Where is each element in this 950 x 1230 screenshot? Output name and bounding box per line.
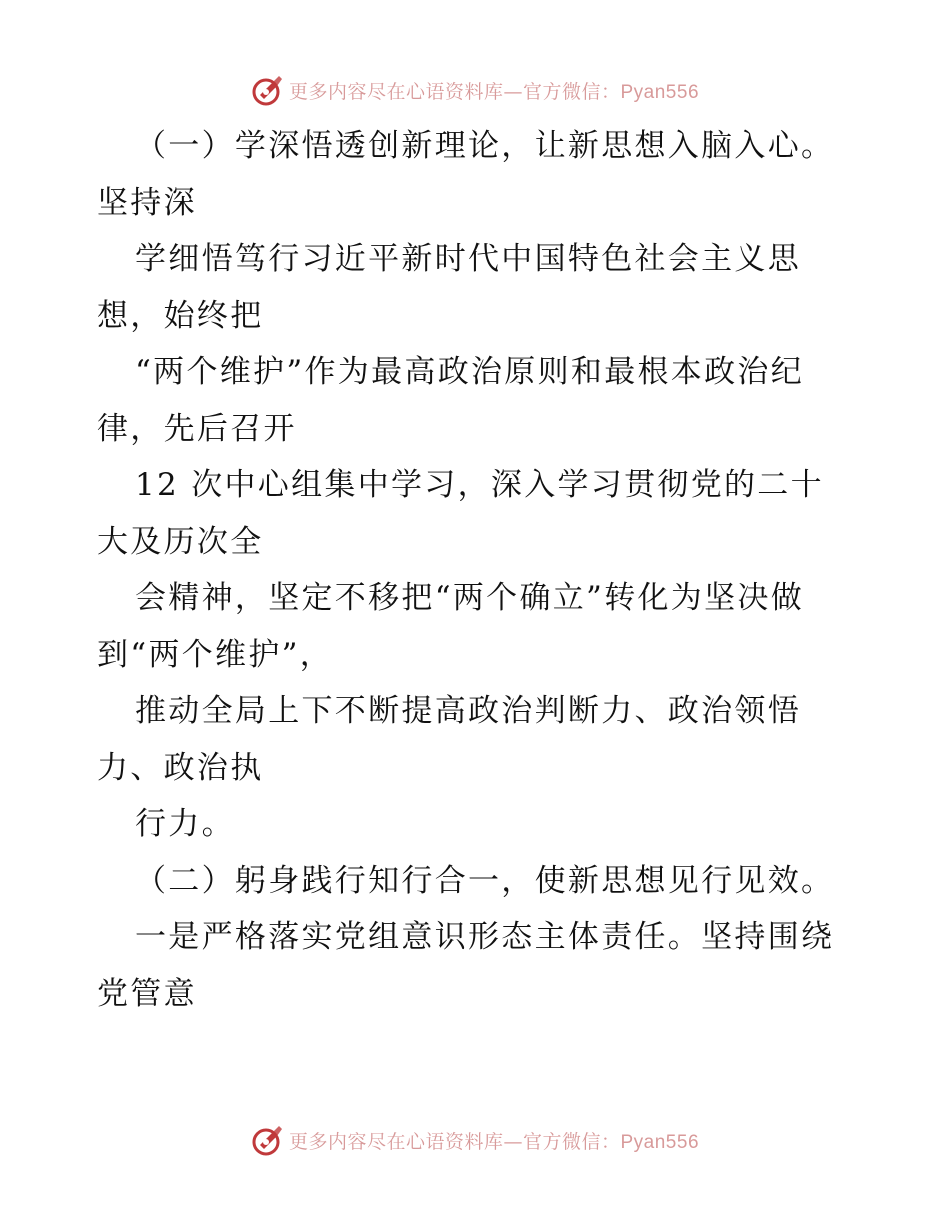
watermark-separator: —: [503, 80, 523, 103]
text-line: 坚持深: [97, 184, 197, 221]
watermark-wechat-id: Pyan556: [620, 1131, 700, 1153]
text-line: 学细悟笃行习近平新时代中国特色社会主义思: [135, 241, 801, 277]
text-line: 律，先后召开: [97, 410, 297, 447]
watermark-separator: —: [503, 1130, 523, 1153]
watermark-brand: 更多内容尽在心语资料库: [288, 80, 504, 103]
text-line: 到“两个维护”，: [97, 636, 334, 673]
text-line: 12 次中心组集中学习，深入学习贯彻党的二十: [135, 467, 824, 503]
watermark-text: [289, 77, 699, 104]
header-watermark: [0, 70, 950, 110]
text-line: “两个维护”作为最高政治原则和最根本政治纪: [135, 354, 804, 390]
text-line: 推动全局上下不断提高政治判断力、政治领悟: [135, 693, 801, 729]
watermark-text: [289, 1127, 699, 1154]
text-line: （一）学深悟透创新理论，让新思想入脑入心。: [135, 128, 835, 164]
watermark-wechat-id: Pyan556: [620, 81, 700, 103]
pen-logo-icon: [251, 1123, 285, 1157]
text-line: 会精神，坚定不移把“两个确立”转化为坚决做: [135, 580, 804, 616]
watermark-official-label: 官方微信：: [522, 80, 621, 103]
watermark-brand: 更多内容尽在心语资料库: [288, 1130, 504, 1153]
watermark-official-label: 官方微信：: [522, 1130, 621, 1153]
text-line: （二）躬身践行知行合一，使新思想见行见效。: [135, 862, 835, 899]
text-line: 大及历次全: [97, 523, 264, 560]
text-line: 想，始终把: [97, 297, 264, 334]
text-line: 行力。: [135, 806, 235, 842]
text-line: 一是严格落实党组意识形态主体责任。坚持围绕: [135, 919, 835, 955]
text-line: 力、政治执: [97, 749, 264, 786]
text-line: 党管意: [97, 975, 197, 1012]
document-body: [97, 118, 857, 1022]
footer-watermark: [0, 1120, 950, 1160]
pen-logo-icon: [251, 73, 285, 107]
